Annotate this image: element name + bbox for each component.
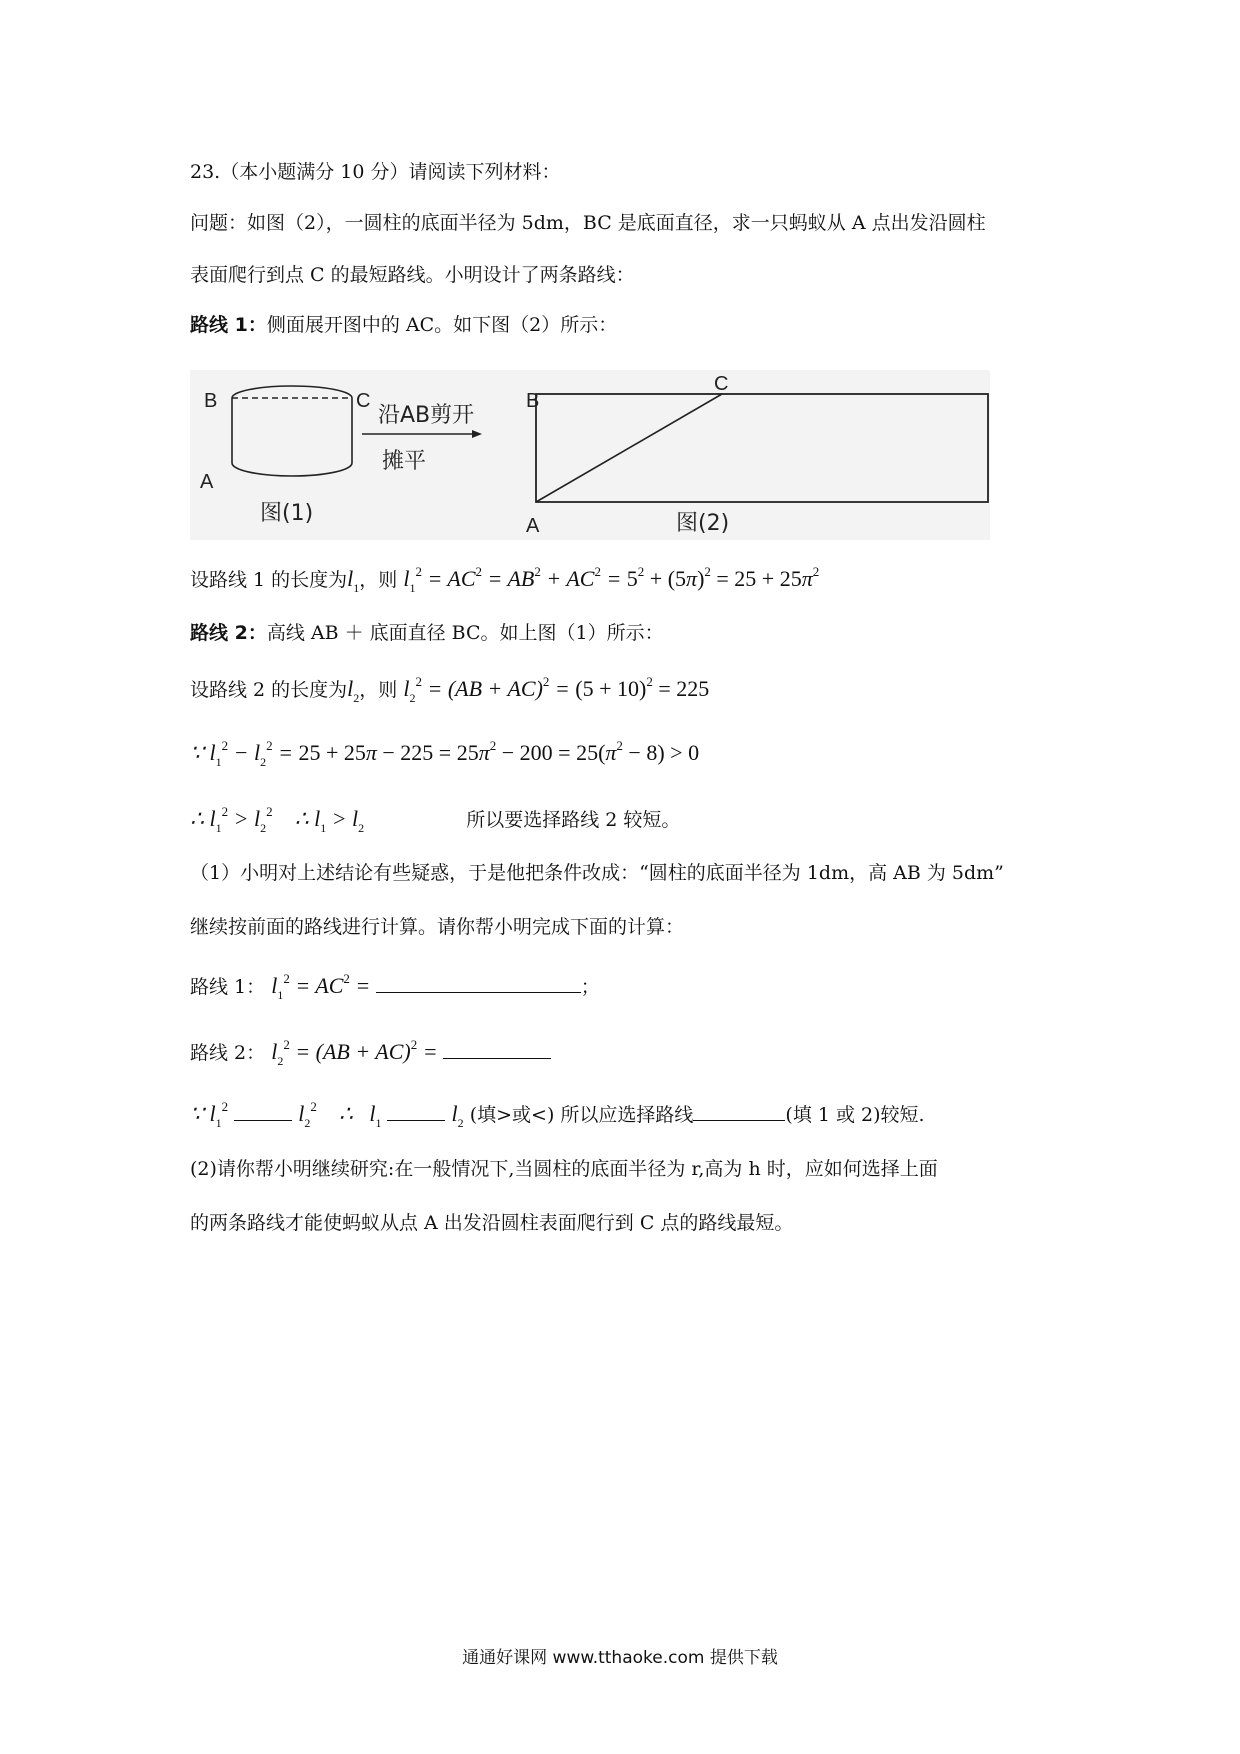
route1-label: 路线 1： xyxy=(190,314,267,336)
answer-blank-compare-lengths[interactable] xyxy=(387,1102,445,1121)
page-footer: 通通好课网 www.tthaoke.com 提供下载 xyxy=(462,1648,778,1668)
fill-route2: 路线 2： $l_2^2 = (AB + AC)^2$ = xyxy=(190,1040,551,1063)
label-A-fig1: A xyxy=(200,471,214,493)
answer-blank-compare-squares[interactable] xyxy=(234,1102,292,1121)
answer-blank-route-choice[interactable] xyxy=(693,1102,785,1121)
problem-header: 23.（本小题满分 10 分）请阅读下列材料： xyxy=(190,161,561,183)
cylinder-unfold-figure xyxy=(190,370,990,540)
caption-fig1: 图(1) xyxy=(260,501,314,526)
conclusion-line: ∴ $l_1^2 > l_2^2$ ∴ $l_1 > l_2$ 所以要选择路线 2 较短。 xyxy=(190,804,681,835)
label-A-fig2: A xyxy=(526,515,540,537)
fill-compare-tail: (填>或<) 所以应选择路线 xyxy=(469,1104,694,1126)
fill-route1-label: 路线 1： xyxy=(190,976,266,998)
question-line-2: 表面爬行到点 C 的最短路线。小明设计了两条路线： xyxy=(190,264,635,286)
arrow-label-top: 沿AB剪开 xyxy=(378,403,475,428)
part2-line-1: (2)请你帮小明继续研究:在一般情况下,当圆柱的底面半径为 r,高为 h 时，应如何选择上面 xyxy=(190,1158,938,1180)
label-C-fig1: C xyxy=(356,390,371,412)
fill-route1: 路线 1： $l_1^2 = AC^2$ = ； xyxy=(190,971,600,1002)
part2-line-2: 的两条路线才能使蚂蚁从点 A 出发沿圆柱表面爬行到 C 点的路线最短。 xyxy=(190,1212,794,1234)
route2-label: 路线 2： xyxy=(190,622,267,644)
conclusion-text: 所以要选择路线 2 较短。 xyxy=(466,809,681,831)
route1-calculation: 设路线 1 的长度为$l_1$，则 $l_1^2 = AC^2 = AB^2 + AC^2 = 5^2 + (5\pi)^2 = 25 + 25\pi^2$ xyxy=(190,564,820,595)
fill-compare: ∵ $l_1^2$ $l_2^2$ ∴ $l_1$ $l_2$ (填>或<) 所以应选择路线 (填 1 或 2)较短. xyxy=(190,1099,925,1130)
route1-calc-prefix: 设路线 1 的长度为 xyxy=(190,569,348,591)
route1-heading xyxy=(190,316,617,335)
route2-text: 高线 AB ＋ 底面直径 BC。如上图（1）所示： xyxy=(266,622,664,644)
difference-line: ∵ $l_1^2 - l_2^2 = 25 + 25\pi - 225 = 25\pi^2 - 200 = 25(\pi^2 - 8) > 0$ xyxy=(190,738,700,769)
question-line-1: 问题：如图（2），一圆柱的底面半径为 5dm，BC 是底面直径，求一只蚂蚁从 A 点出发沿圆柱 xyxy=(190,212,986,234)
label-B-fig1: B xyxy=(204,390,218,412)
route2-heading xyxy=(190,624,664,643)
answer-blank-route1[interactable] xyxy=(376,974,581,993)
answer-blank-route2[interactable] xyxy=(443,1040,551,1059)
label-C-fig2: C xyxy=(714,373,729,395)
caption-fig2: 图(2) xyxy=(676,511,730,536)
part1-line-2: 继续按前面的路线进行计算。请你帮小明完成下面的计算： xyxy=(190,916,685,938)
label-B-fig2: B xyxy=(526,390,540,412)
route1-text: 侧面展开图中的 AC。如下图（2）所示： xyxy=(266,314,618,336)
route2-calculation: 设路线 2 的长度为$l_2$，则 $l_2^2 = (AB + AC)^2 = (5 + 10)^2 = 225$ xyxy=(190,674,710,705)
route2-calc-prefix: 设路线 2 的长度为 xyxy=(190,679,348,701)
route2-calc-mid: ，则 xyxy=(359,679,398,701)
fill-route2-label: 路线 2： xyxy=(190,1042,266,1064)
part1-line-1: （1）小明对上述结论有些疑惑，于是他把条件改成：“圆柱的底面半径为 1dm，高 AB 为 5dm” xyxy=(190,862,1004,884)
route1-calc-mid: ，则 xyxy=(359,569,398,591)
fill-compare-end: (填 1 或 2)较短. xyxy=(785,1104,925,1126)
arrow-label-bottom: 摊平 xyxy=(382,449,427,474)
